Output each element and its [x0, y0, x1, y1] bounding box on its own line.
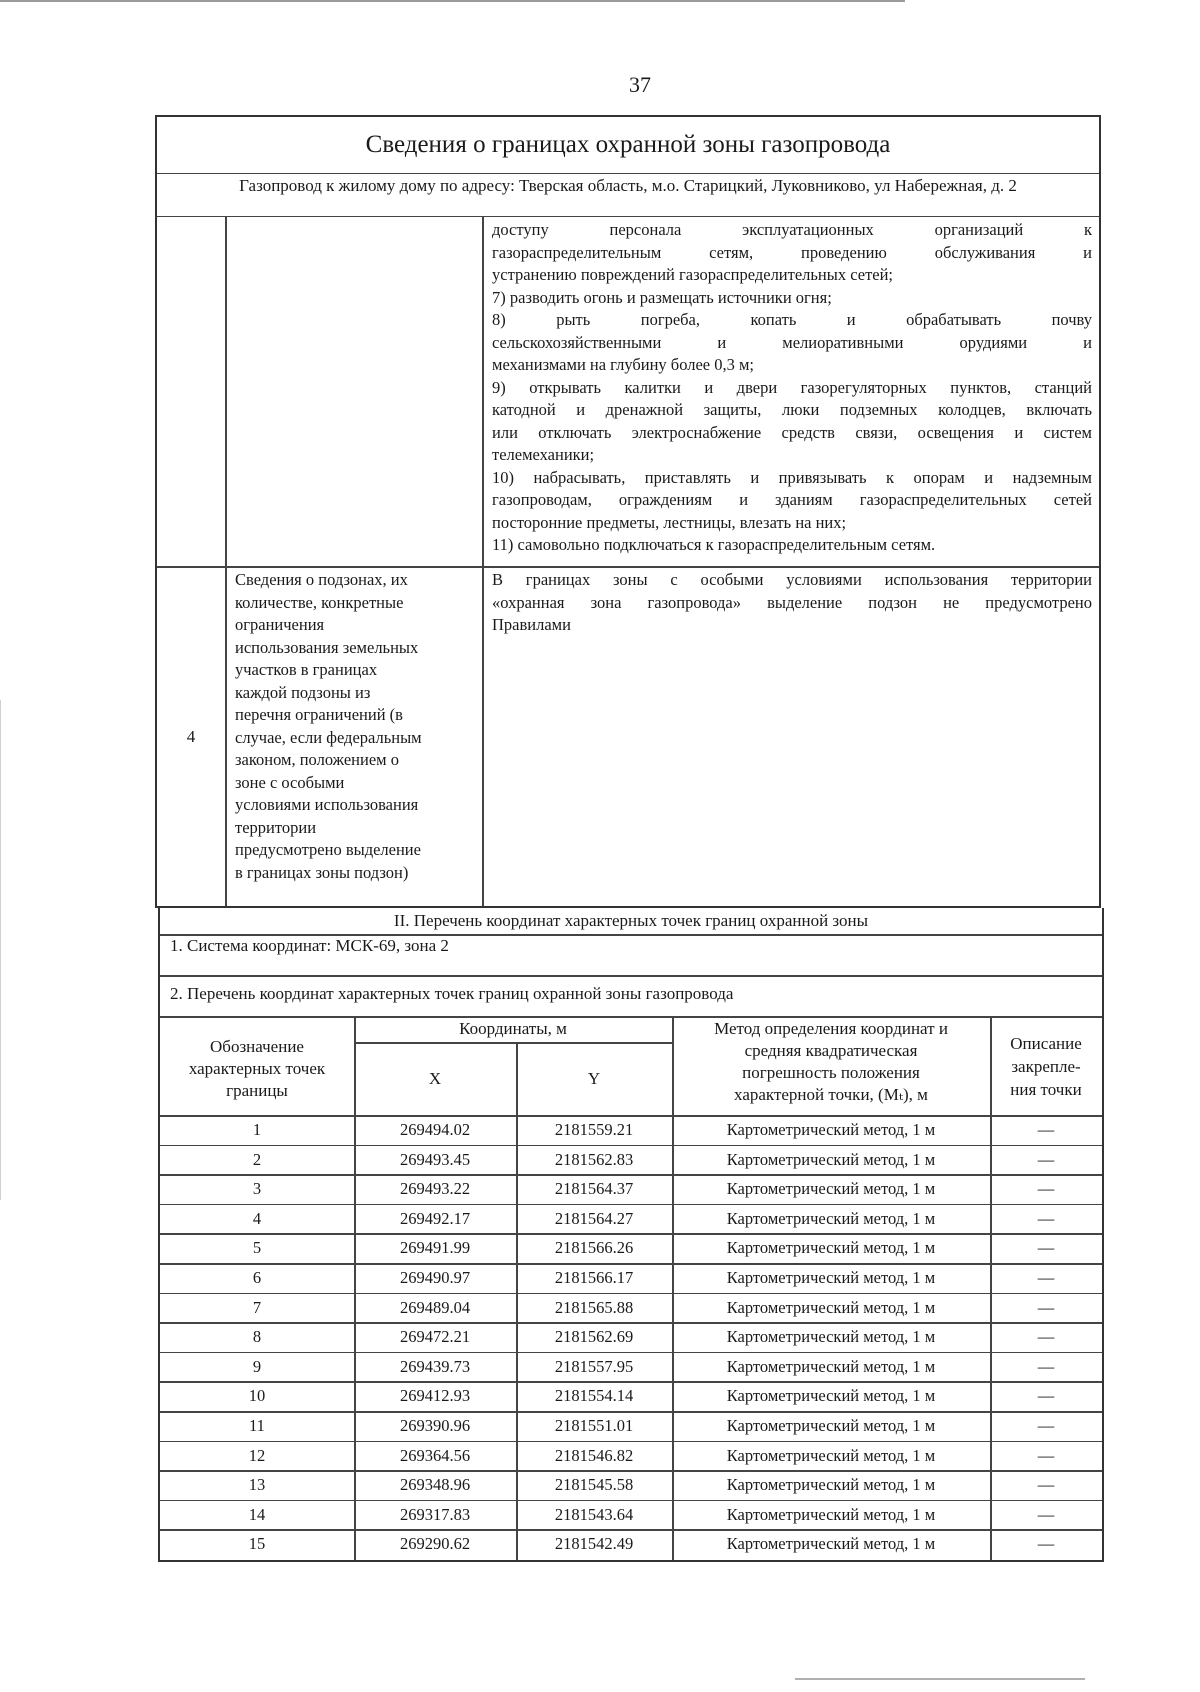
x-cell: 269364.56	[399, 1445, 471, 1465]
x-cell: 269494.02	[399, 1120, 471, 1139]
desc-cell: —	[1037, 1120, 1055, 1139]
point-cell: 3	[252, 1179, 262, 1199]
text-line: или отключать электроснабжение средств связи, освещения и систем	[492, 422, 1092, 442]
desc-cell: —	[1037, 1445, 1055, 1465]
point-cell: 13	[248, 1475, 266, 1495]
method-cell: Картометрический метод, 1 м	[726, 1120, 936, 1139]
text-line: газораспределительным сетям, проведению обслуживания и	[492, 242, 1092, 262]
table-row	[160, 1145, 1102, 1175]
desc-cell: —	[1037, 1208, 1055, 1228]
subzone-value	[492, 569, 1092, 637]
row-divider	[157, 566, 1099, 568]
table-subtitle: Газопровод к жилому дому по адресу: Тверская область, м.о. Старицкий, Луковниково, ул Набережная, д. 2	[157, 173, 1099, 217]
point-cell: 2	[252, 1149, 262, 1169]
y-cell: 2181564.27	[554, 1208, 634, 1228]
table-row	[160, 1470, 1102, 1500]
y-cell: 2181564.37	[554, 1179, 634, 1199]
method-cell: Картометрический метод, 1 м	[726, 1504, 936, 1524]
scan-edge-top	[0, 0, 905, 2]
x-cell: 269493.22	[399, 1179, 471, 1199]
subzone-label	[235, 569, 475, 884]
page-number: 37	[629, 72, 651, 97]
method-cell: Картометрический метод, 1 м	[726, 1268, 936, 1287]
point-cell: 14	[248, 1504, 266, 1524]
method-cell: Картометрический метод, 1 м	[726, 1445, 936, 1465]
table-row	[160, 1322, 1102, 1352]
y-cell: 2181551.01	[554, 1416, 634, 1435]
table-row	[160, 1174, 1102, 1204]
y-cell: 2181545.58	[554, 1475, 634, 1495]
header-line: Описание	[1010, 1034, 1082, 1053]
table-row	[160, 1529, 1102, 1559]
table-row	[160, 1381, 1102, 1411]
header-line: характерных точек	[188, 1059, 326, 1078]
y-cell: 2181562.69	[554, 1327, 634, 1347]
point-cell: 8	[252, 1327, 262, 1347]
text-line: Правилами	[492, 615, 571, 634]
text-line: перечня ограничений (в	[235, 705, 403, 724]
method-cell: Картометрический метод, 1 м	[726, 1475, 936, 1495]
table-row	[160, 1263, 1102, 1293]
y-cell: 2181557.95	[554, 1356, 634, 1376]
method-cell: Картометрический метод, 1 м	[726, 1386, 936, 1406]
point-column-header	[160, 1036, 354, 1102]
y-cell: 2181566.17	[554, 1268, 634, 1287]
desc-cell: —	[1037, 1268, 1055, 1287]
y-cell: 2181542.49	[554, 1534, 634, 1554]
table-row	[160, 1115, 1102, 1145]
text-line: доступу персонала эксплуатационных организаций к	[492, 220, 1092, 239]
text-line: 11) самовольно подключаться к газораспределительным сетям.	[492, 535, 936, 554]
y-cell: 2181543.64	[554, 1504, 634, 1524]
header-line: Обозначение	[210, 1037, 304, 1056]
y-cell: 2181554.14	[554, 1386, 634, 1406]
desc-cell: —	[1037, 1504, 1055, 1524]
point-cell: 15	[248, 1534, 266, 1554]
column-divider	[482, 217, 484, 906]
text-line: телемеханики;	[492, 445, 595, 464]
row-divider	[160, 975, 1102, 977]
x-cell: 269490.97	[399, 1268, 471, 1287]
point-cell: 5	[252, 1238, 262, 1258]
header-line: ния точки	[1010, 1080, 1082, 1099]
text-line: Сведения о подзонах, их	[235, 570, 408, 589]
column-divider	[225, 217, 227, 906]
text-line: каждой подзоны из	[235, 682, 371, 702]
point-cell: 1	[252, 1120, 262, 1139]
text-line: территории	[235, 817, 317, 837]
x-cell: 269390.96	[399, 1416, 471, 1435]
x-cell: 269439.73	[399, 1356, 471, 1376]
text-line: 8) рыть погреба, копать и обрабатывать почву	[492, 310, 1092, 329]
method-cell: Картометрический метод, 1 м	[726, 1416, 936, 1435]
zone-info-table	[155, 115, 1101, 908]
desc-cell: —	[1037, 1386, 1055, 1406]
text-line: случае, если федеральным	[235, 727, 422, 747]
table-row	[160, 1411, 1102, 1441]
method-cell: Картометрический метод, 1 м	[726, 1327, 936, 1347]
header-line: Метод определения координат и	[714, 1019, 948, 1038]
desc-column-header	[990, 1032, 1102, 1101]
table-row	[160, 1352, 1102, 1382]
section-title: II. Перечень координат характерных точек границ охранной зоны	[393, 911, 869, 930]
text-line: В границах зоны с особыми условиями использования территории	[492, 570, 1092, 589]
header-line: средняя квадратическая	[744, 1041, 918, 1060]
text-line: «охранная зона газопровода» выделение подзон не предусмотрено	[492, 592, 1092, 612]
point-cell: 10	[248, 1386, 266, 1406]
x-cell: 269493.45	[399, 1149, 471, 1169]
method-cell: Картометрический метод, 1 м	[726, 1297, 936, 1317]
x-cell: 269348.96	[399, 1475, 471, 1495]
method-cell: Картометрический метод, 1 м	[726, 1534, 936, 1554]
method-column-header	[672, 1018, 990, 1106]
point-cell: 11	[249, 1416, 265, 1435]
x-cell: 269290.62	[399, 1534, 471, 1554]
text-line: 7) разводить огонь и размещать источники огня;	[492, 287, 832, 307]
y-cell: 2181546.82	[554, 1445, 634, 1465]
header-line: закрепле-	[1011, 1057, 1081, 1076]
desc-cell: —	[1037, 1356, 1055, 1376]
text-line: устранению повреждений газораспределительных сетей;	[492, 265, 894, 284]
method-cell: Картометрический метод, 1 м	[726, 1208, 936, 1228]
text-line: зоне с особыми	[235, 772, 345, 792]
desc-cell: —	[1037, 1475, 1055, 1495]
desc-cell: —	[1037, 1149, 1055, 1169]
y-column-header: Y	[587, 1069, 601, 1088]
y-cell: 2181565.88	[554, 1297, 634, 1317]
text-line: предусмотрено выделение	[235, 840, 421, 859]
x-cell: 269412.93	[399, 1386, 471, 1406]
point-cell: 6	[252, 1268, 262, 1287]
x-cell: 269491.99	[399, 1238, 471, 1258]
table-row	[160, 1233, 1102, 1263]
text-line: сельскохозяйственными и мелиоративными орудиями и	[492, 332, 1092, 352]
point-cell: 7	[252, 1297, 262, 1317]
method-cell: Картометрический метод, 1 м	[726, 1356, 936, 1376]
text-line: участков в границах	[235, 660, 378, 679]
coordinates-table	[158, 908, 1104, 1562]
header-line: границы	[226, 1081, 288, 1100]
scan-edge-left	[0, 700, 1, 1200]
coords-column-header: Координаты, м	[459, 1019, 567, 1038]
text-line: использования земельных	[235, 637, 419, 657]
x-cell: 269317.83	[399, 1504, 471, 1524]
row-number: 4	[186, 727, 196, 746]
coords-list-title: 2. Перечень координат характерных точек границ охранной зоны газопровода	[170, 984, 734, 1003]
point-cell: 12	[248, 1445, 266, 1465]
text-line: механизмами на глубину более 0,3 м;	[492, 355, 755, 374]
desc-cell: —	[1037, 1327, 1055, 1347]
x-cell: 269489.04	[399, 1297, 471, 1317]
text-line: газопроводам, ограждениям и зданиям газораспределительных сетей	[492, 490, 1092, 509]
restrictions-text	[492, 219, 1092, 557]
y-cell: 2181559.21	[554, 1120, 634, 1139]
coord-system: 1. Система координат: МСК-69, зона 2	[170, 936, 449, 955]
y-cell: 2181562.83	[554, 1149, 634, 1169]
method-cell: Картометрический метод, 1 м	[726, 1238, 936, 1258]
table-row	[160, 1500, 1102, 1530]
x-cell: 269492.17	[399, 1208, 471, 1228]
text-line: количестве, конкретные	[235, 592, 404, 612]
x-cell: 269472.21	[399, 1327, 471, 1347]
method-cell: Картометрический метод, 1 м	[726, 1179, 936, 1199]
scan-edge-bottom	[795, 1678, 1085, 1680]
desc-cell: —	[1037, 1297, 1055, 1317]
table-row	[160, 1204, 1102, 1234]
header-line: характерной точки, (Mₜ), м	[734, 1085, 928, 1104]
desc-cell: —	[1037, 1238, 1055, 1258]
point-cell: 4	[252, 1208, 262, 1228]
point-cell: 9	[252, 1356, 262, 1376]
table-row	[160, 1441, 1102, 1471]
desc-cell: —	[1037, 1534, 1055, 1554]
x-column-header: X	[428, 1069, 442, 1088]
header-line: погрешность положения	[742, 1063, 920, 1082]
table-row	[160, 1293, 1102, 1323]
text-line: в границах зоны подзон)	[235, 862, 409, 882]
table-title: Сведения о границах охранной зоны газопровода	[157, 117, 1099, 174]
text-line: ограничения	[235, 615, 325, 634]
text-line: 10) набрасывать, приставлять и привязывать к опорам и надземным	[492, 467, 1092, 487]
text-line: условиями использования	[235, 795, 419, 814]
desc-cell: —	[1037, 1179, 1055, 1199]
desc-cell: —	[1037, 1416, 1055, 1435]
text-line: законом, положением о	[235, 750, 399, 769]
text-line: катодной и дренажной защиты, люки подземных колодцев, включать	[492, 400, 1092, 419]
y-cell: 2181566.26	[554, 1238, 634, 1258]
text-line: посторонние предметы, лестницы, влезать на них;	[492, 512, 847, 532]
text-line: 9) открывать калитки и двери газорегуляторных пунктов, станций	[492, 377, 1092, 397]
method-cell: Картометрический метод, 1 м	[726, 1149, 936, 1169]
